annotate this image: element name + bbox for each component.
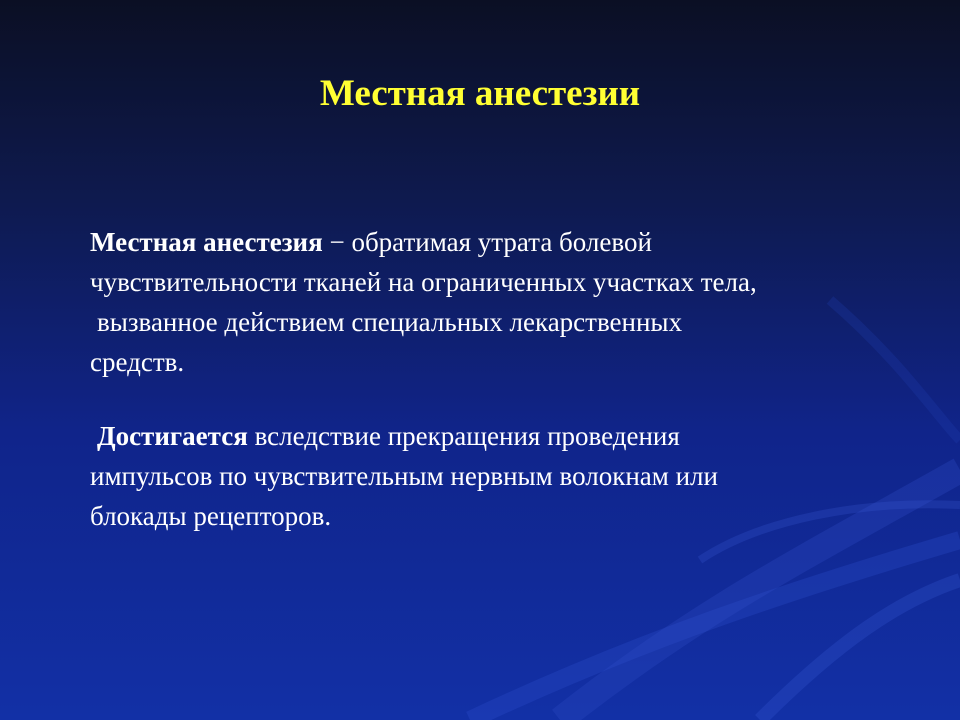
mechanism-line-1 — [90, 416, 890, 456]
definition-line-2: чувствительности тканей на ограниченных участках тела, — [90, 267, 757, 297]
mechanism-term: Достигается — [97, 421, 248, 451]
definition-line-1-text: − обратимая утрата болевой — [322, 227, 652, 257]
mechanism-line-2: импульсов по чувствительным нервным волокнам или — [90, 461, 718, 491]
slide-title: Местная анестезии — [319, 73, 641, 114]
definition-term: Местная анестезия — [90, 227, 323, 257]
definition-paragraph — [90, 222, 890, 382]
definition-line-3: вызванное действием специальных лекарственных — [97, 307, 683, 337]
definition-line-1 — [90, 222, 890, 262]
mechanism-paragraph — [90, 416, 890, 536]
mechanism-line-1-text: вследствие прекращения проведения — [247, 421, 680, 451]
mechanism-line-3: блокады рецепторов. — [90, 501, 332, 531]
definition-line-4: средств. — [90, 347, 185, 377]
